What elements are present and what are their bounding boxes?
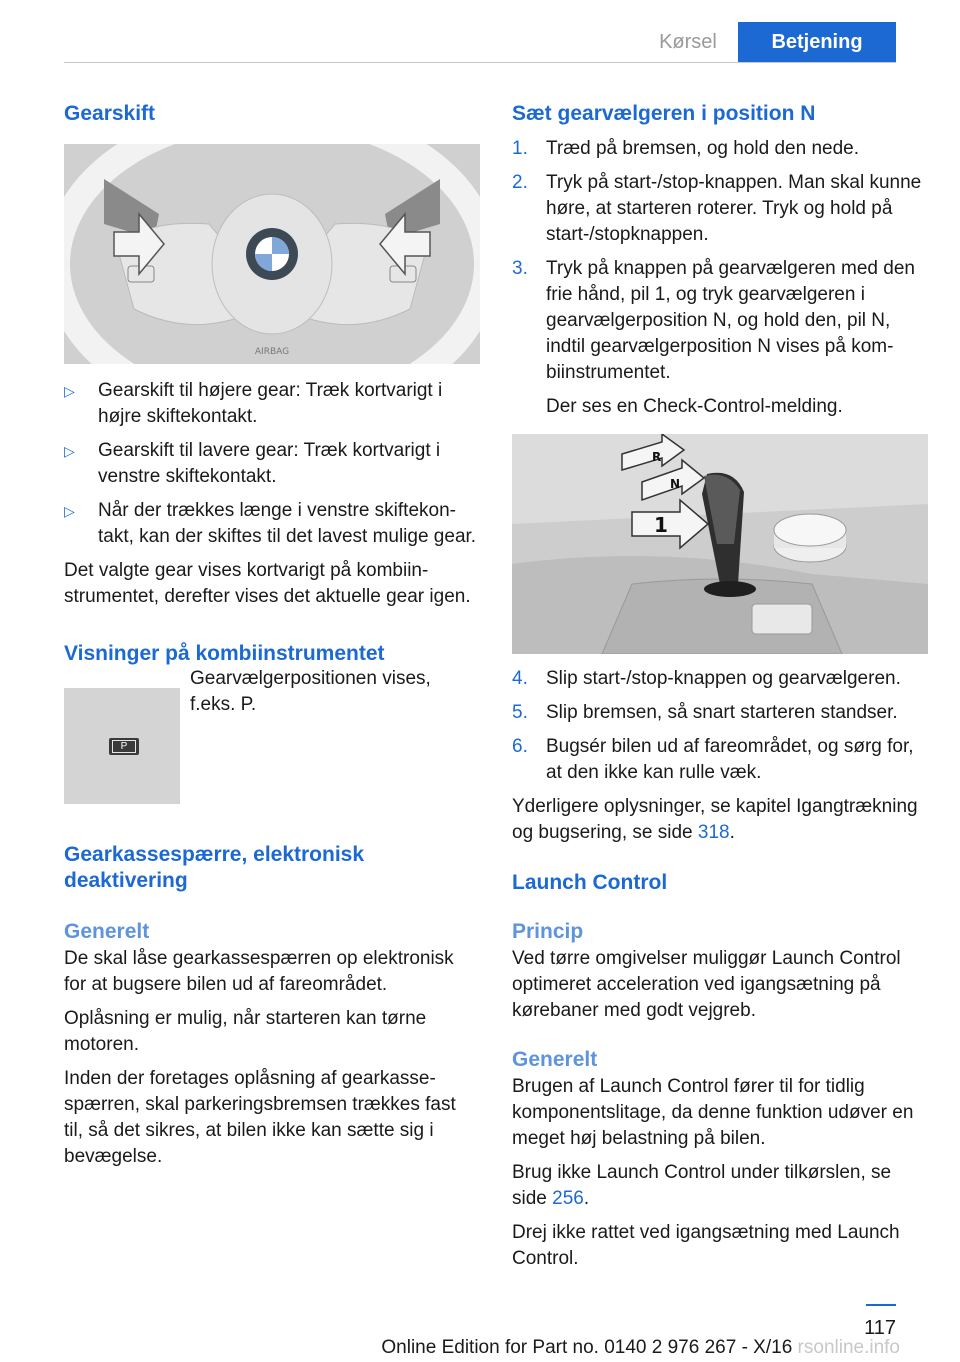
neutral-heading: Sæt gearvælgeren i position N (512, 102, 816, 125)
steering-wheel-image (64, 144, 480, 364)
list-item (512, 136, 928, 162)
list-item (64, 498, 480, 550)
list-item (64, 438, 480, 490)
general-heading: Generelt (64, 920, 150, 943)
triangle-bullet-icon: ▷ (64, 503, 75, 519)
general-paragraph-3: Inden der foretages oplåsning af gearkassespærren, skal parkeringsbremsen trækkes fast til, så det sikres, at bilen ikke kan sætte sig i bevægelse. (64, 1068, 456, 1167)
list-item (512, 170, 928, 248)
list-item (64, 378, 480, 430)
general-right-paragraph-1: Brugen af Launch Control fører til for tidlig komponentslitage, da denne funktion udøver en meget høj belastning på bilen. (512, 1076, 914, 1149)
airbag-label: AIRBAG (254, 347, 290, 357)
watermark-text: rsonline.info (797, 1337, 900, 1358)
instrument-display-image (64, 688, 180, 804)
step-number: 2. (512, 172, 528, 193)
general-right-paragraph-3: Drej ikke rattet ved igangsætning med Launch Control. (512, 1222, 900, 1269)
gear-p-indicator (109, 738, 139, 755)
general-right-paragraph-2: Brug ikke Launch Control under tilkørslen, se side 256. (512, 1162, 892, 1209)
section-tab[interactable]: Betjening (738, 22, 896, 62)
arrow-label-r: R (652, 450, 662, 464)
neutral-steps-list (512, 136, 928, 420)
principle-paragraph: Ved tørre omgivelser muliggør Launch Control optimeret acceleration ved igangsætning på kørebaner med godt vejgreb. (512, 948, 901, 1021)
gearshift-list (64, 378, 480, 550)
triangle-bullet-icon: ▷ (64, 383, 75, 399)
principle-heading: Princip (512, 920, 584, 943)
list-item (512, 700, 928, 726)
general-heading-right: Generelt (512, 1048, 598, 1071)
header-divider (64, 62, 896, 63)
display-row (64, 670, 480, 810)
gearshift-paragraph: Det valgte gear vises kortvarigt på kombiinstrumentet, derefter vises det aktuelle gear igen. (64, 560, 471, 607)
list-item (512, 256, 928, 420)
list-item (512, 666, 928, 692)
gearshift-heading: Gearskift (64, 102, 156, 125)
page-number: 117 (864, 1317, 896, 1339)
gear-symbol: P (112, 740, 136, 753)
triangle-bullet-icon: ▷ (64, 443, 75, 459)
step-text: Tryk på start-/stop-knappen. Man skal kunne høre, at starteren roterer. Tryk og hold på start-/stopknappen. (546, 172, 922, 245)
step-text: Slip bremsen, så snart starteren standser. (546, 702, 898, 723)
step-number: 6. (512, 736, 528, 757)
footer-accent-line (866, 1304, 896, 1306)
arrow-label-1: 1 (654, 513, 668, 537)
step-text: Bugsér bilen ud af fareområdet, og sørg for, at den ikke kan rulle væk. (546, 736, 914, 783)
steering-wheel-illustration (64, 144, 480, 364)
arrow-label-n: N (670, 477, 681, 491)
edition-label: Online Edition for Part no. 0140 2 976 267 - X/16 (381, 1337, 793, 1358)
gear-selector-illustration (512, 434, 928, 654)
page-link-256[interactable]: 256 (552, 1188, 584, 1209)
edition-text (360, 1336, 900, 1360)
launch-control-heading: Launch Control (512, 871, 668, 894)
more-info-paragraph: Yderligere oplysninger, se kapitel Igangtrækning og bugsering, se side 318. (512, 796, 918, 843)
list-item-text: Gearskift til lavere gear: Træk kortvarigt i venstre skiftekontakt. (98, 440, 441, 487)
list-item-text: Gearskift til højere gear: Træk kortvarigt i højre skiftekontakt. (98, 380, 443, 427)
step-number: 5. (512, 702, 528, 723)
page-link-318[interactable]: 318 (697, 822, 730, 843)
neutral-steps-list-2 (512, 666, 928, 786)
gear-selector-image (512, 434, 928, 654)
display-paragraph: Gearvælgerpositionen vises, f.eks. P. (190, 668, 431, 715)
chapter-tab[interactable]: Kørsel (659, 31, 717, 53)
left-column (64, 100, 480, 1170)
list-item (512, 734, 928, 786)
right-column (512, 100, 928, 1272)
step-number: 4. (512, 668, 528, 689)
step-text: Tryk på knappen på gearvælgeren med den frie hånd, pil 1, og tryk gearvælgeren i gearvælgerposition N, og hold den, pil N, indtil gearvælgerposition N vises på kombiinstrumentet. (546, 258, 915, 383)
step-note: Der ses en Check-Control-melding. (546, 396, 843, 417)
general-paragraph-1: De skal låse gearkassespærren op elektronisk for at bugsere bilen ud af fareområdet. (64, 948, 454, 995)
general-paragraph-2: Oplåsning er mulig, når starteren kan tørne motoren. (64, 1008, 427, 1055)
step-number: 1. (512, 138, 528, 159)
display-heading: Visninger på kombiinstrumentet (64, 642, 385, 665)
general-right-paragraph-2-text: Brug ikke Launch Control under tilkørslen, se side (512, 1162, 892, 1209)
list-item-text: Når der trækkes længe i venstre skiftekontakt, kan der skiftes til det lavest mulige gear. (98, 500, 477, 547)
step-text: Slip start-/stop-knappen og gearvælgeren. (546, 668, 901, 689)
more-info-text: Yderligere oplysninger, se kapitel Igangtrækning og bugsering, se side (512, 796, 918, 843)
lock-heading: Gearkassespærre, elektronisk deaktivering (64, 843, 365, 892)
step-text: Træd på bremsen, og hold den nede. (546, 138, 859, 159)
step-number: 3. (512, 258, 528, 279)
